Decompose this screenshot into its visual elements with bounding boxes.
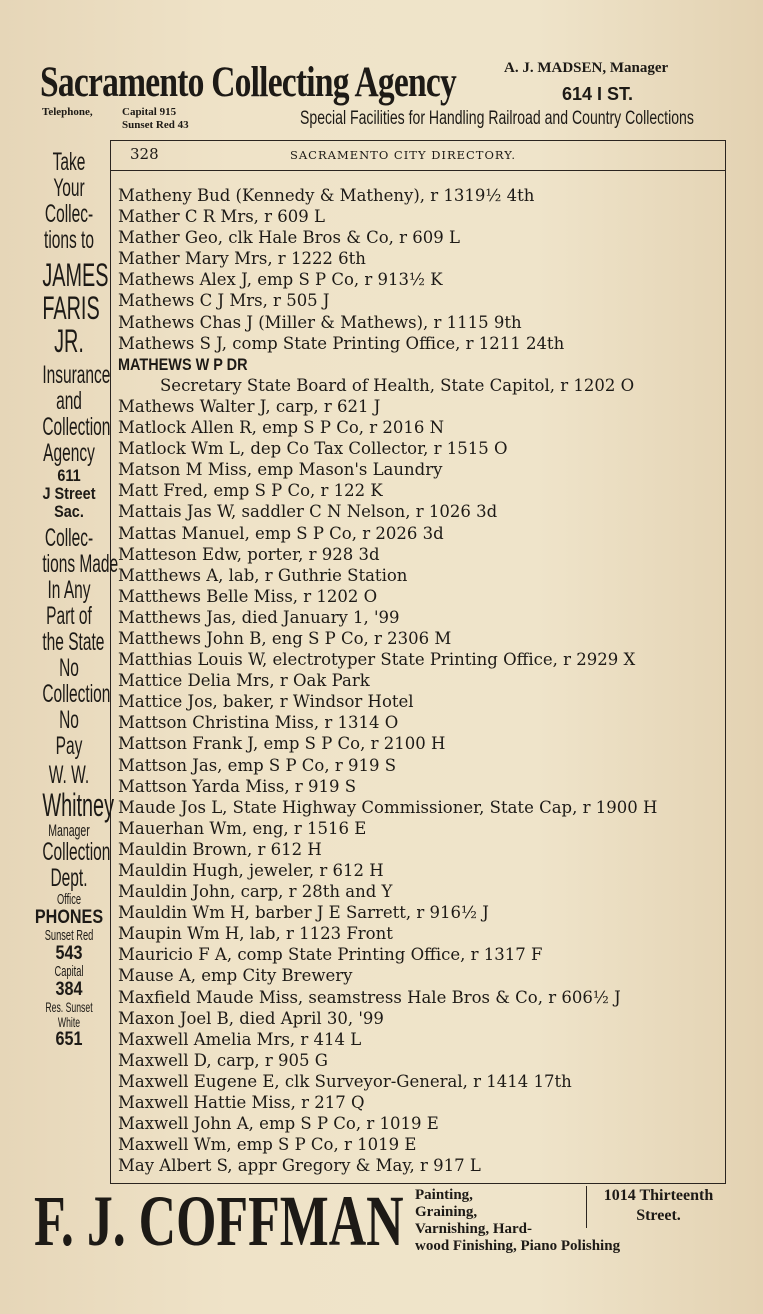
telephone-sunset: Sunset Red 43 bbox=[122, 119, 189, 131]
sidebar-line: the State bbox=[42, 628, 105, 656]
directory-entry: Mathews S J, comp State Printing Office, r 1211 24th bbox=[118, 333, 565, 353]
directory-entry: Maupin Wm H, lab, r 1123 Front bbox=[118, 924, 393, 944]
telephone-label: Telephone, bbox=[42, 106, 93, 118]
directory-entry: Mattais Jas W, saddler C N Nelson, r 1026 3d bbox=[118, 502, 498, 522]
footer-service-line: Varnishing, Hard- bbox=[415, 1221, 532, 1237]
header-rule bbox=[110, 170, 725, 171]
sidebar-line: Dept. bbox=[50, 864, 88, 892]
sidebar-line: and bbox=[56, 387, 82, 415]
footer-address bbox=[596, 1186, 721, 1226]
directory-entry: Mathews Chas J (Miller & Mathews), r 1115 9th bbox=[118, 312, 522, 332]
sidebar-line: Res. Sunset bbox=[45, 999, 93, 1015]
directory-entry: Matthews A, lab, r Guthrie Station bbox=[118, 565, 408, 585]
sidebar-line: Collection bbox=[42, 838, 111, 866]
footer-divider bbox=[586, 1186, 587, 1228]
sidebar-line: Office bbox=[56, 891, 82, 908]
sidebar-line: 651 bbox=[55, 1029, 83, 1050]
directory-entry: Secretary State Board of Health, State Capitol, r 1202 O bbox=[160, 375, 635, 395]
directory-entry: Mattice Delia Mrs, r Oak Park bbox=[118, 671, 370, 691]
sidebar-line: Collec- bbox=[44, 200, 94, 228]
directory-entry: Maxwell Eugene E, clk Surveyor-General, r 1414 17th bbox=[118, 1071, 572, 1091]
directory-entry: Mause A, emp City Brewery bbox=[118, 966, 353, 986]
page-number: 328 bbox=[130, 145, 159, 163]
directory-entry: Mattson Frank J, emp S P Co, r 2100 H bbox=[118, 734, 446, 754]
directory-entry: Mathews Alex J, emp S P Co, r 913½ K bbox=[118, 270, 443, 290]
directory-entry: Matt Fred, emp S P Co, r 122 K bbox=[118, 481, 383, 501]
directory-entry: May Albert S, appr Gregory & May, r 917 L bbox=[118, 1156, 481, 1176]
directory-entry: Matthias Louis W, electrotyper State Printing Office, r 2929 X bbox=[118, 650, 636, 670]
sidebar-line: FARIS bbox=[42, 290, 100, 326]
directory-entry: Mather Mary Mrs, r 1222 6th bbox=[118, 249, 366, 269]
manager-name: A. J. MADSEN, Manager bbox=[504, 60, 669, 76]
agency-title: Sacramento Collecting Agency bbox=[40, 59, 456, 106]
directory-entry: Matthews Belle Miss, r 1202 O bbox=[118, 586, 378, 606]
directory-entry: Mathews C J Mrs, r 505 J bbox=[118, 291, 330, 311]
sidebar-line: Sac. bbox=[54, 502, 84, 521]
sidebar-line: Capital bbox=[54, 963, 84, 980]
directory-entry: Maxwell D, carp, r 905 G bbox=[118, 1050, 328, 1070]
directory-entry: Maxfield Maude Miss, seamstress Hale Bros & Co, r 606½ J bbox=[118, 987, 621, 1007]
sidebar-line: Manager bbox=[48, 821, 90, 840]
directory-entry: MATHEWS W P DR bbox=[118, 354, 248, 374]
directory-entry: Mauldin John, carp, r 28th and Y bbox=[118, 882, 393, 902]
sidebar-line: 543 bbox=[55, 943, 83, 964]
sidebar-line: Take bbox=[52, 148, 86, 176]
sidebar-advertisement bbox=[26, 148, 119, 1050]
sidebar-line: 384 bbox=[55, 979, 83, 1000]
footer-advertiser: F. J. COFFMAN bbox=[34, 1181, 404, 1261]
footer-address-line-2: Street. bbox=[636, 1207, 681, 1224]
telephone-capital: Capital 915 bbox=[122, 106, 177, 118]
directory-entry: Maxwell Amelia Mrs, r 414 L bbox=[118, 1029, 362, 1049]
sidebar-line: JR. bbox=[54, 323, 84, 359]
directory-entry: Matlock Allen R, emp S P Co, r 2016 N bbox=[118, 418, 445, 438]
directory-entry: Mather C R Mrs, r 609 L bbox=[118, 207, 325, 227]
sidebar-line: In Any bbox=[47, 576, 91, 604]
footer-service-line: Painting, bbox=[415, 1187, 473, 1203]
directory-entry: Mattice Jos, baker, r Windsor Hotel bbox=[118, 692, 414, 712]
sidebar-line: No bbox=[59, 706, 79, 734]
directory-entry: Mauldin Wm H, barber J E Sarrett, r 916½ J bbox=[118, 903, 489, 923]
sidebar-line: No bbox=[59, 654, 79, 682]
directory-entry: Matson M Miss, emp Mason's Laundry bbox=[118, 460, 443, 480]
directory-entry: Maxwell Hattie Miss, r 217 Q bbox=[118, 1093, 365, 1113]
sidebar-line: Collec- bbox=[44, 524, 94, 552]
sidebar-line: Collection bbox=[42, 680, 111, 708]
footer-services bbox=[415, 1187, 620, 1255]
sidebar-line: JAMES bbox=[42, 257, 109, 293]
sidebar-line: Insurance bbox=[42, 361, 111, 389]
footer-address-line-1: 1014 Thirteenth bbox=[603, 1187, 714, 1204]
footer-service-line: Graining, bbox=[415, 1204, 478, 1220]
directory-entry: Mauldin Hugh, jeweler, r 612 H bbox=[118, 861, 384, 880]
directory-entry: Matthews John B, eng S P Co, r 2306 M bbox=[118, 628, 452, 648]
directory-entry: Maude Jos L, State Highway Commissioner, State Cap, r 1900 H bbox=[118, 797, 658, 817]
sidebar-line: White bbox=[57, 1014, 81, 1030]
directory-entry: Mauricio F A, comp State Printing Office, r 1317 F bbox=[118, 945, 543, 965]
sidebar-line: Whitney bbox=[42, 787, 115, 823]
sidebar-line: Sunset Red bbox=[44, 927, 94, 944]
agency-address: 614 I ST. bbox=[562, 84, 634, 104]
sidebar-line: Collection bbox=[42, 413, 111, 441]
directory-entries bbox=[118, 185, 724, 1176]
sidebar-line: tions to bbox=[44, 226, 94, 254]
footer-service-line: wood Finishing, Piano Polishing bbox=[415, 1238, 621, 1254]
directory-entry: Matteson Edw, porter, r 928 3d bbox=[118, 544, 380, 564]
directory-entry: Maxon Joel B, died April 30, '99 bbox=[118, 1008, 384, 1028]
directory-entry: Matthews Jas, died January 1, '99 bbox=[118, 607, 400, 627]
page-title: SACRAMENTO CITY DIRECTORY. bbox=[290, 148, 516, 162]
directory-entry: Matlock Wm L, dep Co Tax Collector, r 1515 O bbox=[118, 439, 508, 459]
directory-entry: Mattas Manuel, emp S P Co, r 2026 3d bbox=[118, 523, 444, 543]
directory-entry: Mattson Yarda Miss, r 919 S bbox=[118, 776, 357, 796]
telephone-numbers bbox=[122, 106, 189, 132]
directory-entry: Maxwell John A, emp S P Co, r 1019 E bbox=[118, 1114, 439, 1134]
directory-entry: Mauldin Brown, r 612 H bbox=[118, 839, 322, 859]
directory-entry: Mathews Walter J, carp, r 621 J bbox=[118, 396, 381, 416]
directory-entry: Mattson Christina Miss, r 1314 O bbox=[118, 713, 399, 733]
sidebar-line: PHONES bbox=[34, 907, 104, 928]
sidebar-line: J Street bbox=[42, 484, 96, 503]
sidebar-line: Part of bbox=[46, 602, 92, 630]
directory-entry: Mauerhan Wm, eng, r 1516 E bbox=[118, 818, 367, 838]
directory-entry: Maxwell Wm, emp S P Co, r 1019 E bbox=[118, 1135, 417, 1155]
sidebar-line: Your bbox=[53, 174, 85, 202]
directory-entry: Matheny Bud (Kennedy & Matheny), r 1319½ 4th bbox=[118, 186, 535, 205]
directory-entry: Mather Geo, clk Hale Bros & Co, r 609 L bbox=[118, 228, 460, 248]
sidebar-line: W. W. bbox=[48, 761, 90, 789]
directory-entry: Mattson Jas, emp S P Co, r 919 S bbox=[118, 755, 397, 775]
sidebar-line: tions Made bbox=[42, 550, 119, 578]
sidebar-line: Agency bbox=[43, 439, 95, 467]
sidebar-line: 611 bbox=[57, 466, 81, 485]
sidebar-line: Pay bbox=[55, 732, 83, 760]
agency-tagline: Special Facilities for Handling Railroad and Country Collections bbox=[300, 108, 694, 129]
